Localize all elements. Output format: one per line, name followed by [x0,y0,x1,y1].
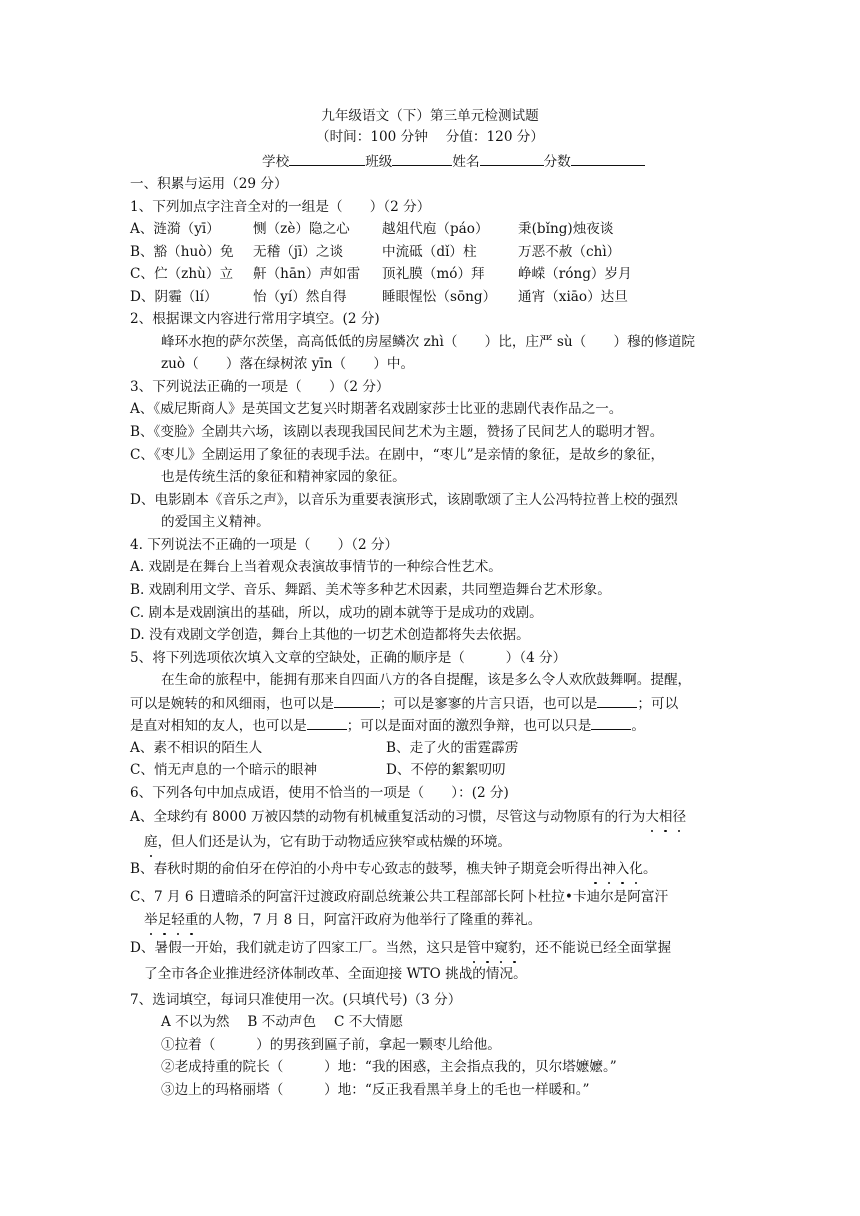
q4-option-b: B. 戏剧利用文学、音乐、舞蹈、美术等多种艺术因素，共同塑造舞台艺术形象。 [130,582,611,598]
q6-stem: 6、下列各句中加点成语，使用不恰当的一项是（ ）：(2 分) [130,785,509,801]
class-blank[interactable] [392,151,452,166]
q5-blank-1[interactable] [334,693,380,708]
q6-idiom-b: 出神入化 [588,861,643,877]
exam-title: 九年级语文（下）第三单元检测试题 [321,108,539,124]
q1-stem: 1、下列加点字注音全对的一组是（ ）（2 分） [130,199,431,215]
q4-option-c: C. 剧本是戏剧演出的基础，所以，成功的剧本就等于是成功的戏剧。 [130,605,543,621]
q6-option-c-cont: 举足轻重的人物，7 月 8 日，阿富汗政府为他举行了隆重的葬礼。 [144,912,542,928]
q3-option-d-cont: 的爱国主义精神。 [161,514,270,530]
score-blank[interactable] [571,151,645,166]
q5-blank-4[interactable] [591,715,631,730]
q5-blank-3[interactable] [307,715,347,730]
q5-option-b: B、走了火的雷霆霹雳 [386,740,519,756]
class-label: 班级 [365,154,393,170]
name-blank[interactable] [480,151,544,166]
q5-passage-3: 是直对相知的友人，也可以是 ；可以是面对面的激烈争辩，也可以只是 。 [130,715,645,736]
q6-option-a: A、全球约有 8000 万被囚禁的动物有机械重复活动的习惯，尽管这与动物原有的行为大相径 [130,809,687,825]
q6-idiom-d: 管中窥豹 [467,940,522,956]
q5-option-a: A、素不相识的陌生人 [130,740,263,756]
q6-option-c: C、7 月 6 日遭暗杀的阿富汗过渡政府副总统兼公共工程部部长阿卜杜拉•卡迪尔是阿富汗 [130,889,669,905]
q3-option-c: C、《枣儿》全剧运用了象征的表现手法。在剧中，“枣儿”是亲情的象征，是故乡的象征， [130,447,665,463]
info-line [262,151,645,172]
q6-option-a-cont: 庭，但人们还是认为，它有助于动物适应狭窄或枯燥的环境。 [144,834,512,850]
q7-sentence-3: ③边上的玛格丽塔（ ）地：“反正我看黑羊身上的毛也一样暖和。” [161,1082,590,1098]
q6-option-d: D、暑假一开始，我们就走访了四家工厂。当然，这只是管中窥豹，还不能说已经全面掌握 [130,940,672,956]
school-blank[interactable] [289,151,365,166]
section-heading: 一、积累与运用（29 分） [130,176,288,192]
q5-option-c: C、悄无声息的一个暗示的眼神 [130,762,318,778]
q7-sentence-2: ②老成持重的院长（ ）地：“我的困惑，主会指点我的，贝尔塔嬷嬷。” [161,1059,617,1075]
q2-line-2: zuò（ ）落在绿树浓 yīn（ ）中。 [161,356,415,372]
q4-stem: 4. 下列说法不正确的一项是（ ）（2 分） [130,537,399,553]
q4-option-a: A. 戏剧是在舞台上当着观众表演故事情节的一种综合性艺术。 [130,559,502,575]
q6-option-b: B、春秋时期的俞伯牙在停泊的小舟中专心致志的鼓琴，樵夫钟子期竟会听得出神入化。 [130,861,657,877]
q5-blank-2[interactable] [597,693,637,708]
exam-page: 九年级语文（下）第三单元检测试题 （时间：100 分钟 分值：120 分） 学校 班级 姓名 分数 一、积累与运用（29 分） 1、下列加点字注音全对的一组是（ ）（2 分） A、涟漪（yī） 恻（zè）隐之心 越俎代庖（páo） 秉(bǐng)烛夜谈 B、豁（huò）免 无稽（jī）之谈 中流砥（dǐ）柱 万恶不赦（chì） C、伫（zhù）立 鼾（hān）声如雷 顶礼膜（mó）拜 峥嵘（róng）岁月 D、阴霾（lí） 怡（yí）然自得 睡眼惺忪（sōng） 通宵（xiāo）达旦 2、根据课文内容进行常用字填空。(2 分) 峰环水抱的萨尔茨堡，高高低低的房屋鳞次 zhì（ ）比，庄严 sù（ ）穆的修道院 zuò（ ）落在绿树浓 yīn（ ）中。 3、下列说法正确的一项是（ ）（2 分） A、《威尼斯商人》是英国文艺复兴时期著名戏剧家莎士比亚的悲剧代表作品之一。 B、《变脸》全剧共六场，该剧以表现我国民间艺术为主题，赞扬了民间艺人的聪明才智。 C、《枣儿》全剧运用了象征的表现手法。在剧中，“枣儿”是亲情的象征，是故乡的象征， 也是传统生活的象征和精神家园的象征。 D、电影剧本《音乐之声》，以音乐为重要表演形式，该剧歌颂了主人公冯特拉普上校的强烈 的爱国主义精神。 4. 下列说法不正确的一项是（ ）（2 分） A. 戏剧是在舞台上当着观众表演故事情节的一种综合性艺术。 B. 戏剧利用文学、音乐、舞蹈、美术等多种艺术因素，共同塑造舞台艺术形象。 C. 剧本是戏剧演出的基础，所以，成功的剧本就等于是成功的戏剧。 D. 没有戏剧文学创造，舞台上其他的一切艺术创造都将失去依据。 5、将下列选项依次填入文章的空缺处，正确的顺序是（ ）（4 分） 在生命的旅程中，能拥有那来自四面八方的各自提醒，该是多么令人欢欣鼓舞啊。提醒， 可以是婉转的和风细雨，也可以是 ；可以是寥寥的片言只语，也可以是 ；可以 是直对相知的友人，也可以是 ；可以是面对面的激烈争辩，也可以只是 。 A、素不相识的陌生人 B、走了火的雷霆霹雳 C、悄无声息的一个暗示的眼神 D、不停的絮絮叨叨 6、下列各句中加点成语，使用不恰当的一项是（ ）：(2 分) A、全球约有 8000 万被囚禁的动物有机械重复活动的习惯，尽管这与动物原有的行为大相径 庭，但人们还是认为，它有助于动物适应狭窄或枯燥的环境。 B、春秋时期的俞伯牙在停泊的小舟中专心致志的鼓琴，樵夫钟子期竟会听得出神入化。 C、7 月 6 日遭暗杀的阿富汗过渡政府副总统兼公共工程部部长阿卜杜拉•卡迪尔是阿富汗 举足轻重的人物，7 月 8 日，阿富汗政府为他举行了隆重的葬礼。 D、暑假一开始，我们就走访了四家工厂。当然，这只是管中窥豹，还不能说已经全面掌握 了全市各企业推进经济体制改革、全面迎接 WTO 挑战的情况。 7、选词填空，每词只准使用一次。(只填代号)（3 分） A 不以为然 B 不动声色 C 不大情愿 ①拉着（ ）的男孩到匾子前，拿起一颗枣儿给他。 ②老成持重的院长（ ）地：“我的困惑，主会指点我的，贝尔塔嬷嬷。” ③边上的玛格丽塔（ ）地：“反正我看黑羊身上的毛也一样暖和。” [0,0,860,1216]
q3-option-a: A、《威尼斯商人》是英国文艺复兴时期著名戏剧家莎士比亚的悲剧代表作品之一。 [130,401,623,417]
q7-word-options: A 不以为然 B 不动声色 C 不大情愿 [161,1014,404,1030]
q5-passage-2: 可以是婉转的和风细雨，也可以是 ；可以是寥寥的片言只语，也可以是 ；可以 [130,693,678,714]
score-label: 分数 [543,154,571,170]
q3-option-b: B、《变脸》全剧共六场，该剧以表现我国民间艺术为主题，赞扬了民间艺人的聪明才智。 [130,424,664,440]
q5-passage-1: 在生命的旅程中，能拥有那来自四面八方的各自提醒，该是多么令人欢欣鼓舞啊。提醒， [161,672,692,688]
q6-idiom-c: 举足轻重 [144,912,199,928]
exam-subtitle: （时间：100 分钟 分值：120 分） [316,129,544,145]
q3-option-d: D、电影剧本《音乐之声》，以音乐为重要表演形式，该剧歌颂了主人公冯特拉普上校的强烈 [130,492,678,508]
q2-line-1: 峰环水抱的萨尔茨堡，高高低低的房屋鳞次 zhì（ ）比，庄严 sù（ ）穆的修道院 [161,334,696,350]
q5-option-d: D、不停的絮絮叨叨 [386,762,506,778]
q5-stem: 5、将下列选项依次填入文章的空缺处，正确的顺序是（ ）（4 分） [130,650,567,666]
q7-stem: 7、选词填空，每词只准使用一次。(只填代号)（3 分） [130,992,462,1008]
q6-option-d-cont: 了全市各企业推进经济体制改革、全面迎接 WTO 挑战的情况。 [144,966,527,982]
q6-idiom-a: 大相径 [645,809,687,825]
school-label: 学校 [262,154,290,170]
q2-stem: 2、根据课文内容进行常用字填空。(2 分) [130,311,380,327]
name-label: 姓名 [452,154,480,170]
q3-option-c-cont: 也是传统生活的象征和精神家园的象征。 [161,469,406,485]
q7-sentence-1: ①拉着（ ）的男孩到匾子前，拿起一颗枣儿给他。 [161,1037,501,1053]
q4-option-d: D. 没有戏剧文学创造，舞台上其他的一切艺术创造都将失去依据。 [130,627,530,643]
q3-stem: 3、下列说法正确的一项是（ ）（2 分） [130,379,390,395]
